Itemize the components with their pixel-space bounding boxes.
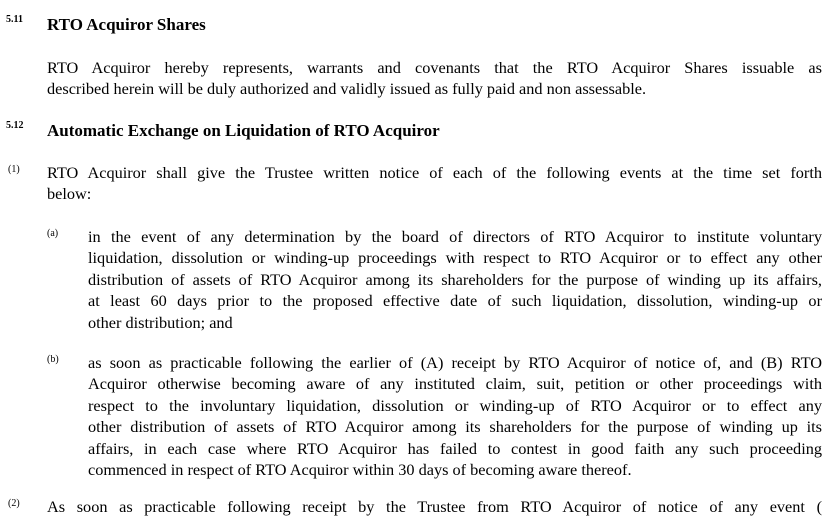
subitem-line: respect to the involuntary liquidation, dissolution or winding-up of RTO Acquiror or to effect any bbox=[88, 395, 822, 415]
subitem-line: as soon as practicable following the earlier of (A) receipt by RTO Acquiror of notice of, and (B) RTO bbox=[88, 353, 822, 372]
section-number: 5.11 bbox=[6, 14, 23, 25]
subitem-marker: (b) bbox=[47, 354, 59, 365]
subitem-line: other distribution; and bbox=[88, 312, 233, 332]
section-title: Automatic Exchange on Liquidation of RTO Acquiror bbox=[47, 121, 440, 140]
body-line: described herein will be duly authorized and validly issued as fully paid and non assessable. bbox=[47, 79, 647, 99]
item-line: As soon as practicable following receipt by the Trustee from RTO Acquiror of notice of any event ( bbox=[47, 497, 822, 516]
subitem-line: other distribution of assets of RTO Acquiror among its shareholders for the purpose of winding up its bbox=[88, 417, 822, 437]
item-paragraph bbox=[47, 162, 822, 205]
subitem-line: at least 60 days prior to the proposed effective date of such liquidation, dissolution, winding-up or bbox=[88, 291, 822, 311]
item-line: below: bbox=[47, 184, 92, 204]
body-line: RTO Acquiror hereby represents, warrants and covenants that the RTO Acquiror Shares issuable as bbox=[47, 58, 822, 77]
subitem-line: Acquiror otherwise becoming aware of any instituted claim, suit, petition or other proceedings with bbox=[88, 374, 822, 394]
subitem-line: affairs, in each case where RTO Acquiror has failed to contest in good faith any such proceeding bbox=[88, 438, 822, 458]
subitem-line: distribution of assets of RTO Acquiror among its shareholders for the purpose of winding up its affairs, bbox=[88, 269, 822, 289]
section-body bbox=[47, 57, 822, 100]
item-line: RTO Acquiror shall give the Trustee written notice of each of the following events at the time set forth bbox=[47, 163, 822, 182]
item-paragraph bbox=[47, 496, 822, 517]
subitem-line: liquidation, dissolution or winding-up proceedings with respect to RTO Acquiror or to effect any other bbox=[88, 248, 822, 268]
item-marker: (1) bbox=[8, 164, 20, 175]
section-number: 5.12 bbox=[6, 120, 24, 131]
subitem-paragraph bbox=[88, 352, 822, 480]
item-marker: (2) bbox=[8, 498, 20, 509]
subitem-marker: (a) bbox=[47, 228, 59, 239]
subitem-line: commenced in respect of RTO Acquiror within 30 days of becoming aware thereof. bbox=[88, 460, 632, 480]
subitem-paragraph bbox=[88, 226, 822, 333]
section-title: RTO Acquiror Shares bbox=[47, 15, 206, 34]
subitem-line: in the event of any determination by the board of directors of RTO Acquiror to institute voluntary bbox=[88, 227, 822, 246]
